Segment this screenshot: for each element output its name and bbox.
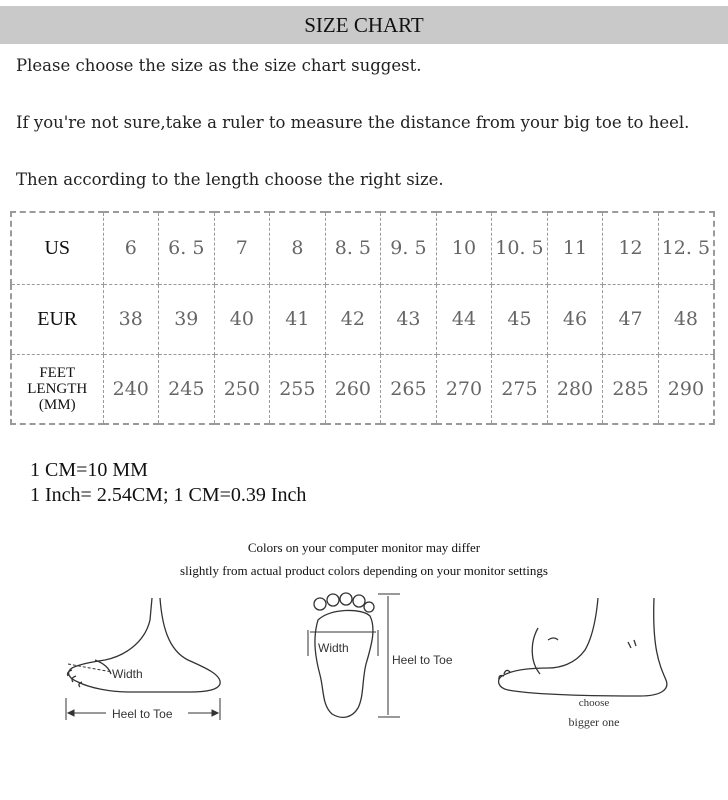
table-row-us: [11, 212, 714, 284]
sole-width-label: Width: [318, 641, 349, 655]
table-cell: 10: [436, 212, 492, 284]
table-cell: 12. 5: [658, 212, 714, 284]
title-bar: [0, 6, 728, 44]
table-cell: 9. 5: [381, 212, 437, 284]
table-cell: 45: [492, 284, 548, 354]
table-cell: 6. 5: [159, 212, 215, 284]
table-cell: 41: [270, 284, 326, 354]
conversion-mm: 1 CM=10 MM: [30, 459, 148, 481]
table-cell: 11: [547, 212, 603, 284]
table-cell: 290: [658, 354, 714, 424]
table-cell: 285: [603, 354, 659, 424]
table-cell: 260: [325, 354, 381, 424]
table-cell: 7: [214, 212, 270, 284]
table-cell: 270: [436, 354, 492, 424]
table-cell: 38: [103, 284, 159, 354]
instruction-line-2: If you're not sure,take a ruler to measure the distance from your big toe to heel.: [16, 113, 690, 132]
table-row-feet-length: [11, 354, 714, 424]
table-cell: 280: [547, 354, 603, 424]
row-label-eur: EUR: [11, 284, 103, 354]
table-cell: 245: [159, 354, 215, 424]
table-cell: 240: [103, 354, 159, 424]
color-note-line-2: slightly from actual product colors depending on your monitor settings: [180, 563, 548, 578]
choose-label-line-2: bigger one: [568, 715, 620, 729]
sole-heel-to-toe-label: Heel to Toe: [392, 653, 453, 667]
instruction-line-3: Then according to the length choose the right size.: [16, 170, 444, 189]
table-cell: 10. 5: [492, 212, 548, 284]
sole-illustration: [314, 593, 374, 717]
table-cell: 39: [159, 284, 215, 354]
table-cell: 42: [325, 284, 381, 354]
row-label-line: (MM): [38, 396, 76, 413]
measurement-diagrams: [0, 580, 728, 750]
instruction-line-1: Please choose the size as the size chart suggest.: [16, 56, 422, 75]
row-label-us: US: [11, 212, 103, 284]
table-row-eur: [11, 284, 714, 354]
choose-foot-illustration: [499, 598, 667, 696]
table-cell: 275: [492, 354, 548, 424]
table-cell: 8: [270, 212, 326, 284]
page-title: SIZE CHART: [304, 12, 424, 37]
table-cell: 255: [270, 354, 326, 424]
side-heel-to-toe-label: Heel to Toe: [112, 707, 173, 721]
table-cell: 6: [103, 212, 159, 284]
table-cell: 265: [381, 354, 437, 424]
conversion-inch: 1 Inch= 2.54CM; 1 CM=0.39 Inch: [30, 484, 307, 506]
row-label-feet-length: [11, 354, 103, 424]
row-label-line: LENGTH: [27, 380, 88, 397]
table-cell: 44: [436, 284, 492, 354]
table-cell: 40: [214, 284, 270, 354]
table-cell: 43: [381, 284, 437, 354]
table-cell: 250: [214, 354, 270, 424]
size-table: [10, 211, 715, 425]
choose-label-line-1: choose: [578, 697, 610, 709]
table-cell: 47: [603, 284, 659, 354]
row-label-line: FEET: [39, 364, 76, 381]
table-cell: 12: [603, 212, 659, 284]
table-cell: 48: [658, 284, 714, 354]
table-cell: 8. 5: [325, 212, 381, 284]
side-foot-illustration: [68, 598, 221, 692]
table-cell: 46: [547, 284, 603, 354]
side-width-label: Width: [112, 667, 143, 681]
color-note-line-1: Colors on your computer monitor may differ: [247, 540, 481, 555]
